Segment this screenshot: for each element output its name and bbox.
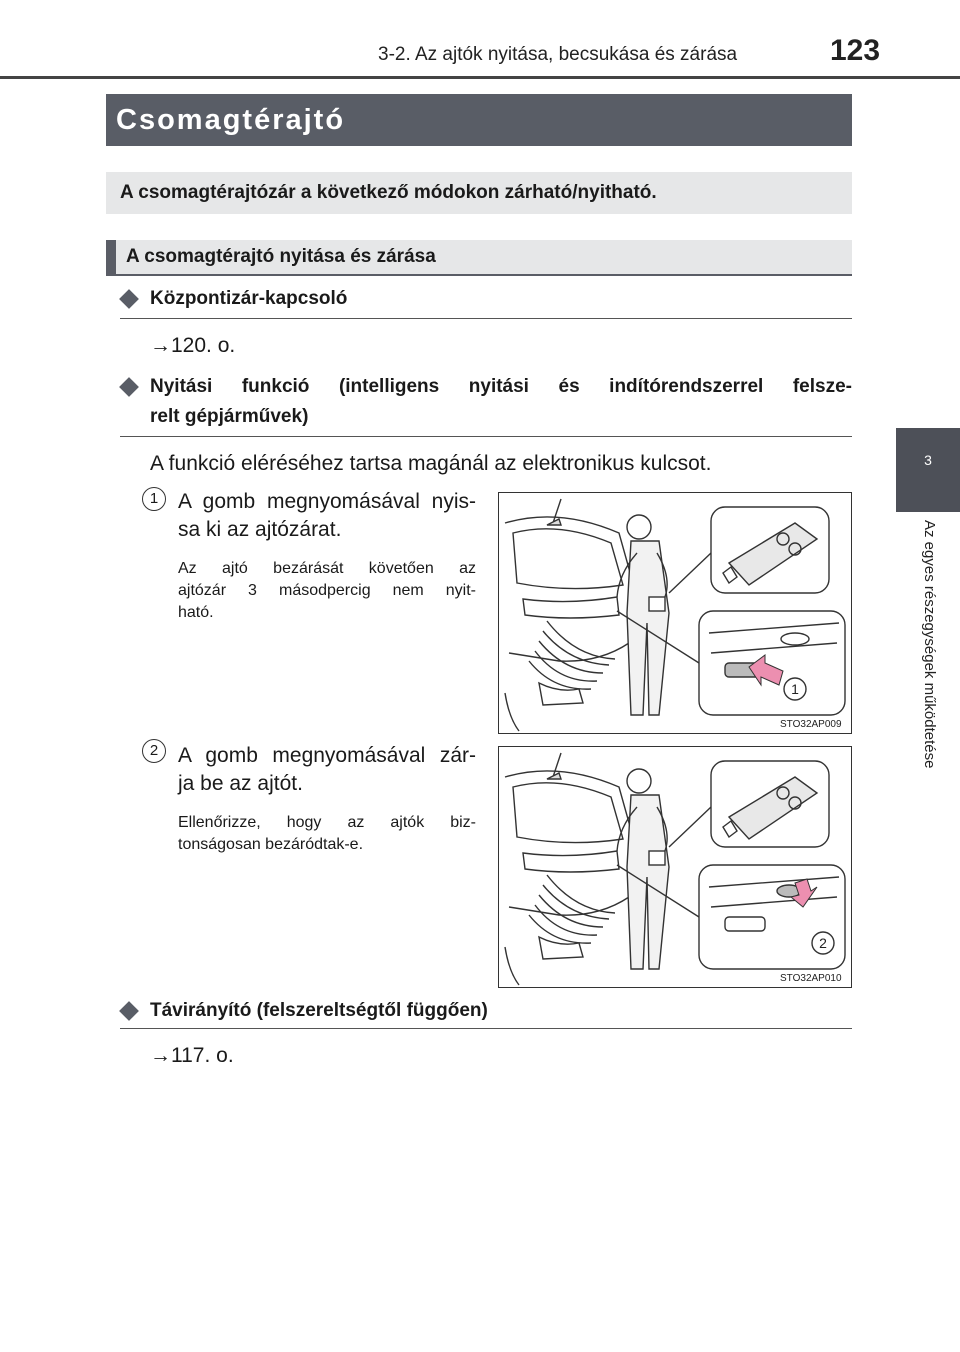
illustration-lock — [498, 746, 852, 988]
illustration-unlock — [498, 492, 852, 734]
item-heading-central-lock: Központizár-kapcsoló — [150, 288, 348, 309]
subheading: A csomagtérajtó nyitása és zárása — [126, 246, 436, 267]
subheading-accent — [106, 240, 116, 274]
intro-text: A csomagtérajtózár a következő módokon zárható/nyitható. — [120, 182, 657, 203]
svg-text:2: 2 — [819, 935, 827, 951]
item-rule — [120, 1028, 852, 1029]
step-2-note-line2: tonságosan bezáródtak-e. — [178, 836, 364, 853]
step-number-2: 2 — [142, 739, 166, 763]
car-key-unlock-illustration — [499, 493, 851, 733]
page-title: Csomagtérajtó — [116, 104, 346, 136]
item-rule — [120, 436, 852, 437]
step-2-main-line1: A gomb megnyomásával zár- — [178, 744, 476, 767]
chapter-number: 3 — [924, 452, 932, 468]
item-heading-remote: Távirányító (felszereltségtől függően) — [150, 1000, 488, 1021]
diamond-bullet-icon — [119, 289, 139, 309]
section-title: 3-2. Az ajtók nyitása, becsukása és zárása — [378, 44, 738, 65]
item-heading-smart-entry-cont: relt gépjárművek) — [150, 406, 309, 427]
svg-text:1: 1 — [791, 681, 799, 697]
page-reference-link[interactable]: →117. o. — [150, 1044, 234, 1067]
step-1-main-line2: sa ki az ajtózárat. — [178, 518, 342, 541]
step-1-note-line1: Az ajtó bezárását követően az — [178, 560, 476, 577]
diamond-bullet-icon — [119, 1001, 139, 1021]
page-number: 123 — [830, 34, 881, 67]
diamond-bullet-icon — [119, 377, 139, 397]
chapter-tab — [896, 428, 960, 512]
chapter-title: Az egyes részegységek működtetése — [921, 520, 938, 769]
item-rule — [120, 318, 852, 319]
figure-code: STO32AP009 — [780, 719, 842, 730]
item-body: A funkció eléréséhez tartsa magánál az elektronikus kulcsot. — [150, 452, 712, 475]
step-1-main-line1: A gomb megnyomásával nyis- — [178, 490, 476, 513]
step-number-1: 1 — [142, 487, 166, 511]
step-1-note-line3: ható. — [178, 604, 214, 621]
header-rule — [0, 76, 960, 79]
figure-code: STO32AP010 — [780, 973, 842, 984]
step-1-note-line2: ajtózár 3 másodpercig nem nyit- — [178, 582, 476, 599]
step-2-note-line1: Ellenőrizze, hogy az ajtók biz- — [178, 814, 476, 831]
car-key-lock-illustration — [499, 747, 851, 987]
subheading-underline — [106, 274, 852, 276]
item-heading-smart-entry: Nyitási funkció (intelligens nyitási és indítórendszerrel felsze- — [150, 376, 852, 397]
page-reference-link[interactable]: →120. o. — [150, 334, 236, 357]
step-2-main-line2: ja be az ajtót. — [178, 772, 303, 795]
